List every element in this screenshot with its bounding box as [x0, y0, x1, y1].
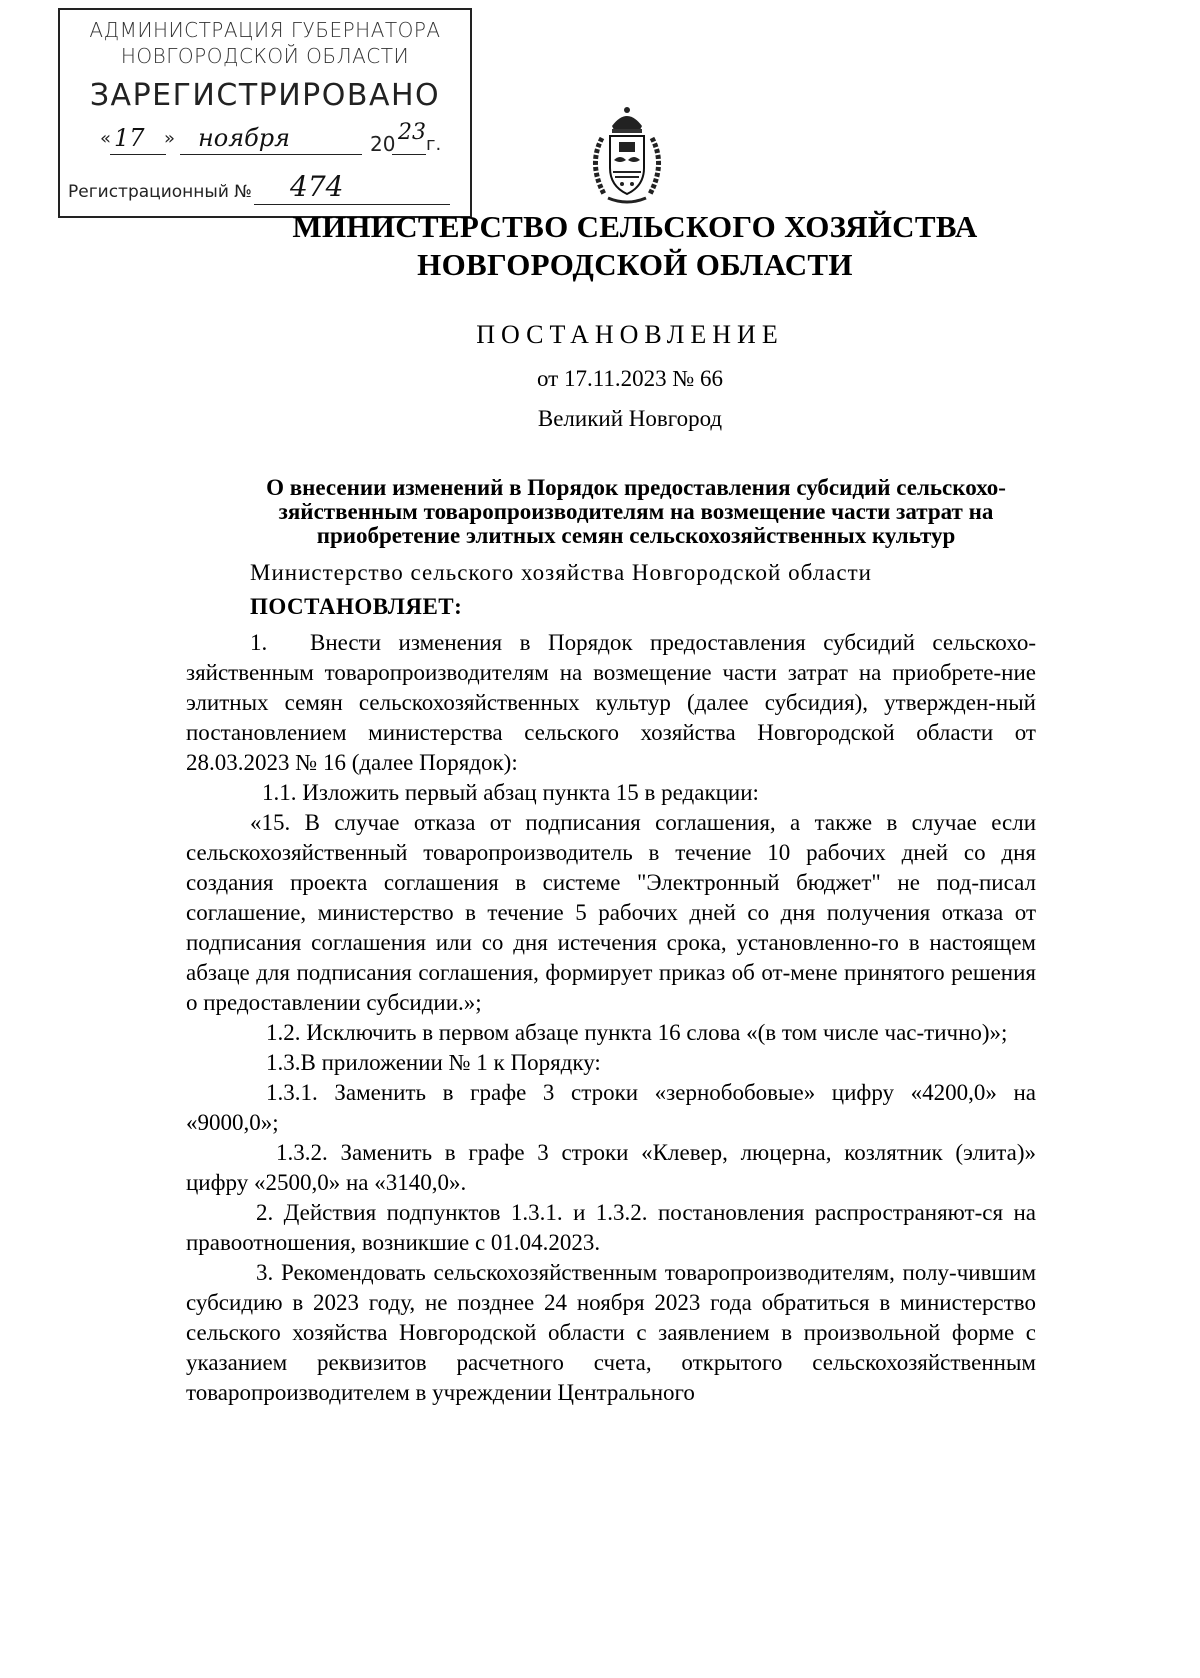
stamp-month-underline — [180, 154, 362, 155]
paragraph-1-3-2: 1.3.2. Заменить в графе 3 строки «Клевер, люцерна, козлятник (элита)» цифру «2500,0» на «3140,0». — [186, 1140, 1036, 1195]
subject-line1: О внесении изменений в Порядок предоставления субсидий сельскохо- — [266, 475, 1006, 500]
stamp-administration-line: АДМИНИСТРАЦИЯ ГУБЕРНАТОРА — [89, 18, 441, 42]
stamp-year-underline — [392, 154, 426, 155]
stamp-open-quote: « — [100, 128, 112, 149]
issuing-authority: Министерство сельского хозяйства Новгородской области — [250, 560, 872, 585]
stamp-year-suffix: г. — [426, 134, 442, 155]
paragraph-1-text: Внести изменения в Порядок предоставления субсидий сельскохо-зяйственным товаропроизводителям на возмещение части затрат на приобрете-ние элитных семян сельскохозяйственных культур (далее субсидия), утвержден-ный постановлением министерства сельского хозяйства Новгородской области от 28.03.2023 № 16 (далее Порядок): — [186, 630, 1036, 775]
stamp-day-underline — [110, 154, 166, 155]
stamp-region-line: НОВГОРОДСКОЙ ОБЛАСТИ — [120, 44, 410, 68]
paragraph-1-3-1: 1.3.1. Заменить в графе 3 строки «зернобобовые» цифру «4200,0» на «9000,0»; — [186, 1080, 1036, 1135]
document-date: от 17.11.2023 № 66 — [536, 366, 724, 391]
document-city: Великий Новгород — [537, 406, 723, 431]
stamp-handwritten-month: ноября — [198, 124, 291, 152]
paragraph-1 — [186, 628, 1036, 778]
stamp-date-row — [80, 120, 450, 158]
stamp-registered-label: ЗАРЕГИСТРИРОВАНО — [89, 78, 441, 113]
stamp-reg-number-row — [68, 170, 464, 208]
paragraph-2: 2. Действия подпунктов 1.3.1. и 1.3.2. постановления распространяют-ся на правоотношения, возникшие с 01.04.2023. — [186, 1200, 1036, 1255]
stamp-year-prefix: 20 — [370, 132, 396, 156]
subject-line3: приобретение элитных семян сельскохозяйственных культур — [316, 523, 956, 548]
stamp-close-quote: » — [164, 128, 176, 149]
paragraph-1-1: 1.1. Изложить первый абзац пункта 15 в редакции: — [262, 780, 759, 805]
stamp-handwritten-reg-number: 474 — [290, 170, 344, 203]
document-type: ПОСТАНОВЛЕНИЕ — [476, 320, 784, 349]
stamp-handwritten-day: 17 — [114, 124, 145, 152]
novgorod-coat-of-arms-icon — [582, 104, 672, 208]
resolves-heading: ПОСТАНОВЛЯЕТ: — [250, 594, 463, 619]
paragraph-1-1-quote: «15. В случае отказа от подписания соглашения, а также в случае если сельскохозяйственный товаропроизводитель в течение 10 рабочих дней со дня создания проекта соглашения в системе "Электронный бюджет" не под-писал соглашение, министерство в течение 5 рабочих дней со дня получения отказа от подписания соглашения или со дня истечения срока, установленно-го в настоящем абзаце для подписания соглашения, формирует приказ об от-мене принятого решения о предоставлении субсидии.»; — [186, 810, 1036, 1015]
stamp-handwritten-year: 23 — [398, 120, 426, 145]
paragraph-1-number: 1. — [250, 630, 268, 655]
document-body — [186, 628, 1036, 1408]
stamp-reg-number-label: Регистрационный № — [68, 182, 252, 202]
ministry-title — [0, 208, 1200, 284]
ministry-title-line1: МИНИСТЕРСТВО СЕЛЬСКОГО ХОЗЯЙСТВА — [292, 209, 978, 244]
paragraph-3: 3. Рекомендовать сельскохозяйственным товаропроизводителям, полу-чившим субсидию в 2023 году, не позднее 24 ноября 2023 года обратиться в министерство сельского хозяйства Новгородской области с заявлением в произвольной форме с указанием реквизитов расчетного счета, открытого сельскохозяйственным товаропроизводителем в учреждении Центрального — [186, 1260, 1036, 1405]
document-subject — [186, 476, 1086, 548]
registration-stamp — [58, 8, 472, 218]
paragraph-1-3: 1.3.В приложении № 1 к Порядку: — [266, 1050, 601, 1075]
paragraph-1-2: 1.2. Исключить в первом абзаце пункта 16 слова «(в том числе час-тично)»; — [266, 1020, 1008, 1045]
subject-line2: зяйственным товаропроизводителям на возмещение части затрат на — [278, 499, 994, 524]
stamp-reg-number-underline — [254, 204, 450, 205]
ministry-title-line2: НОВГОРОДСКОЙ ОБЛАСТИ — [417, 247, 853, 282]
